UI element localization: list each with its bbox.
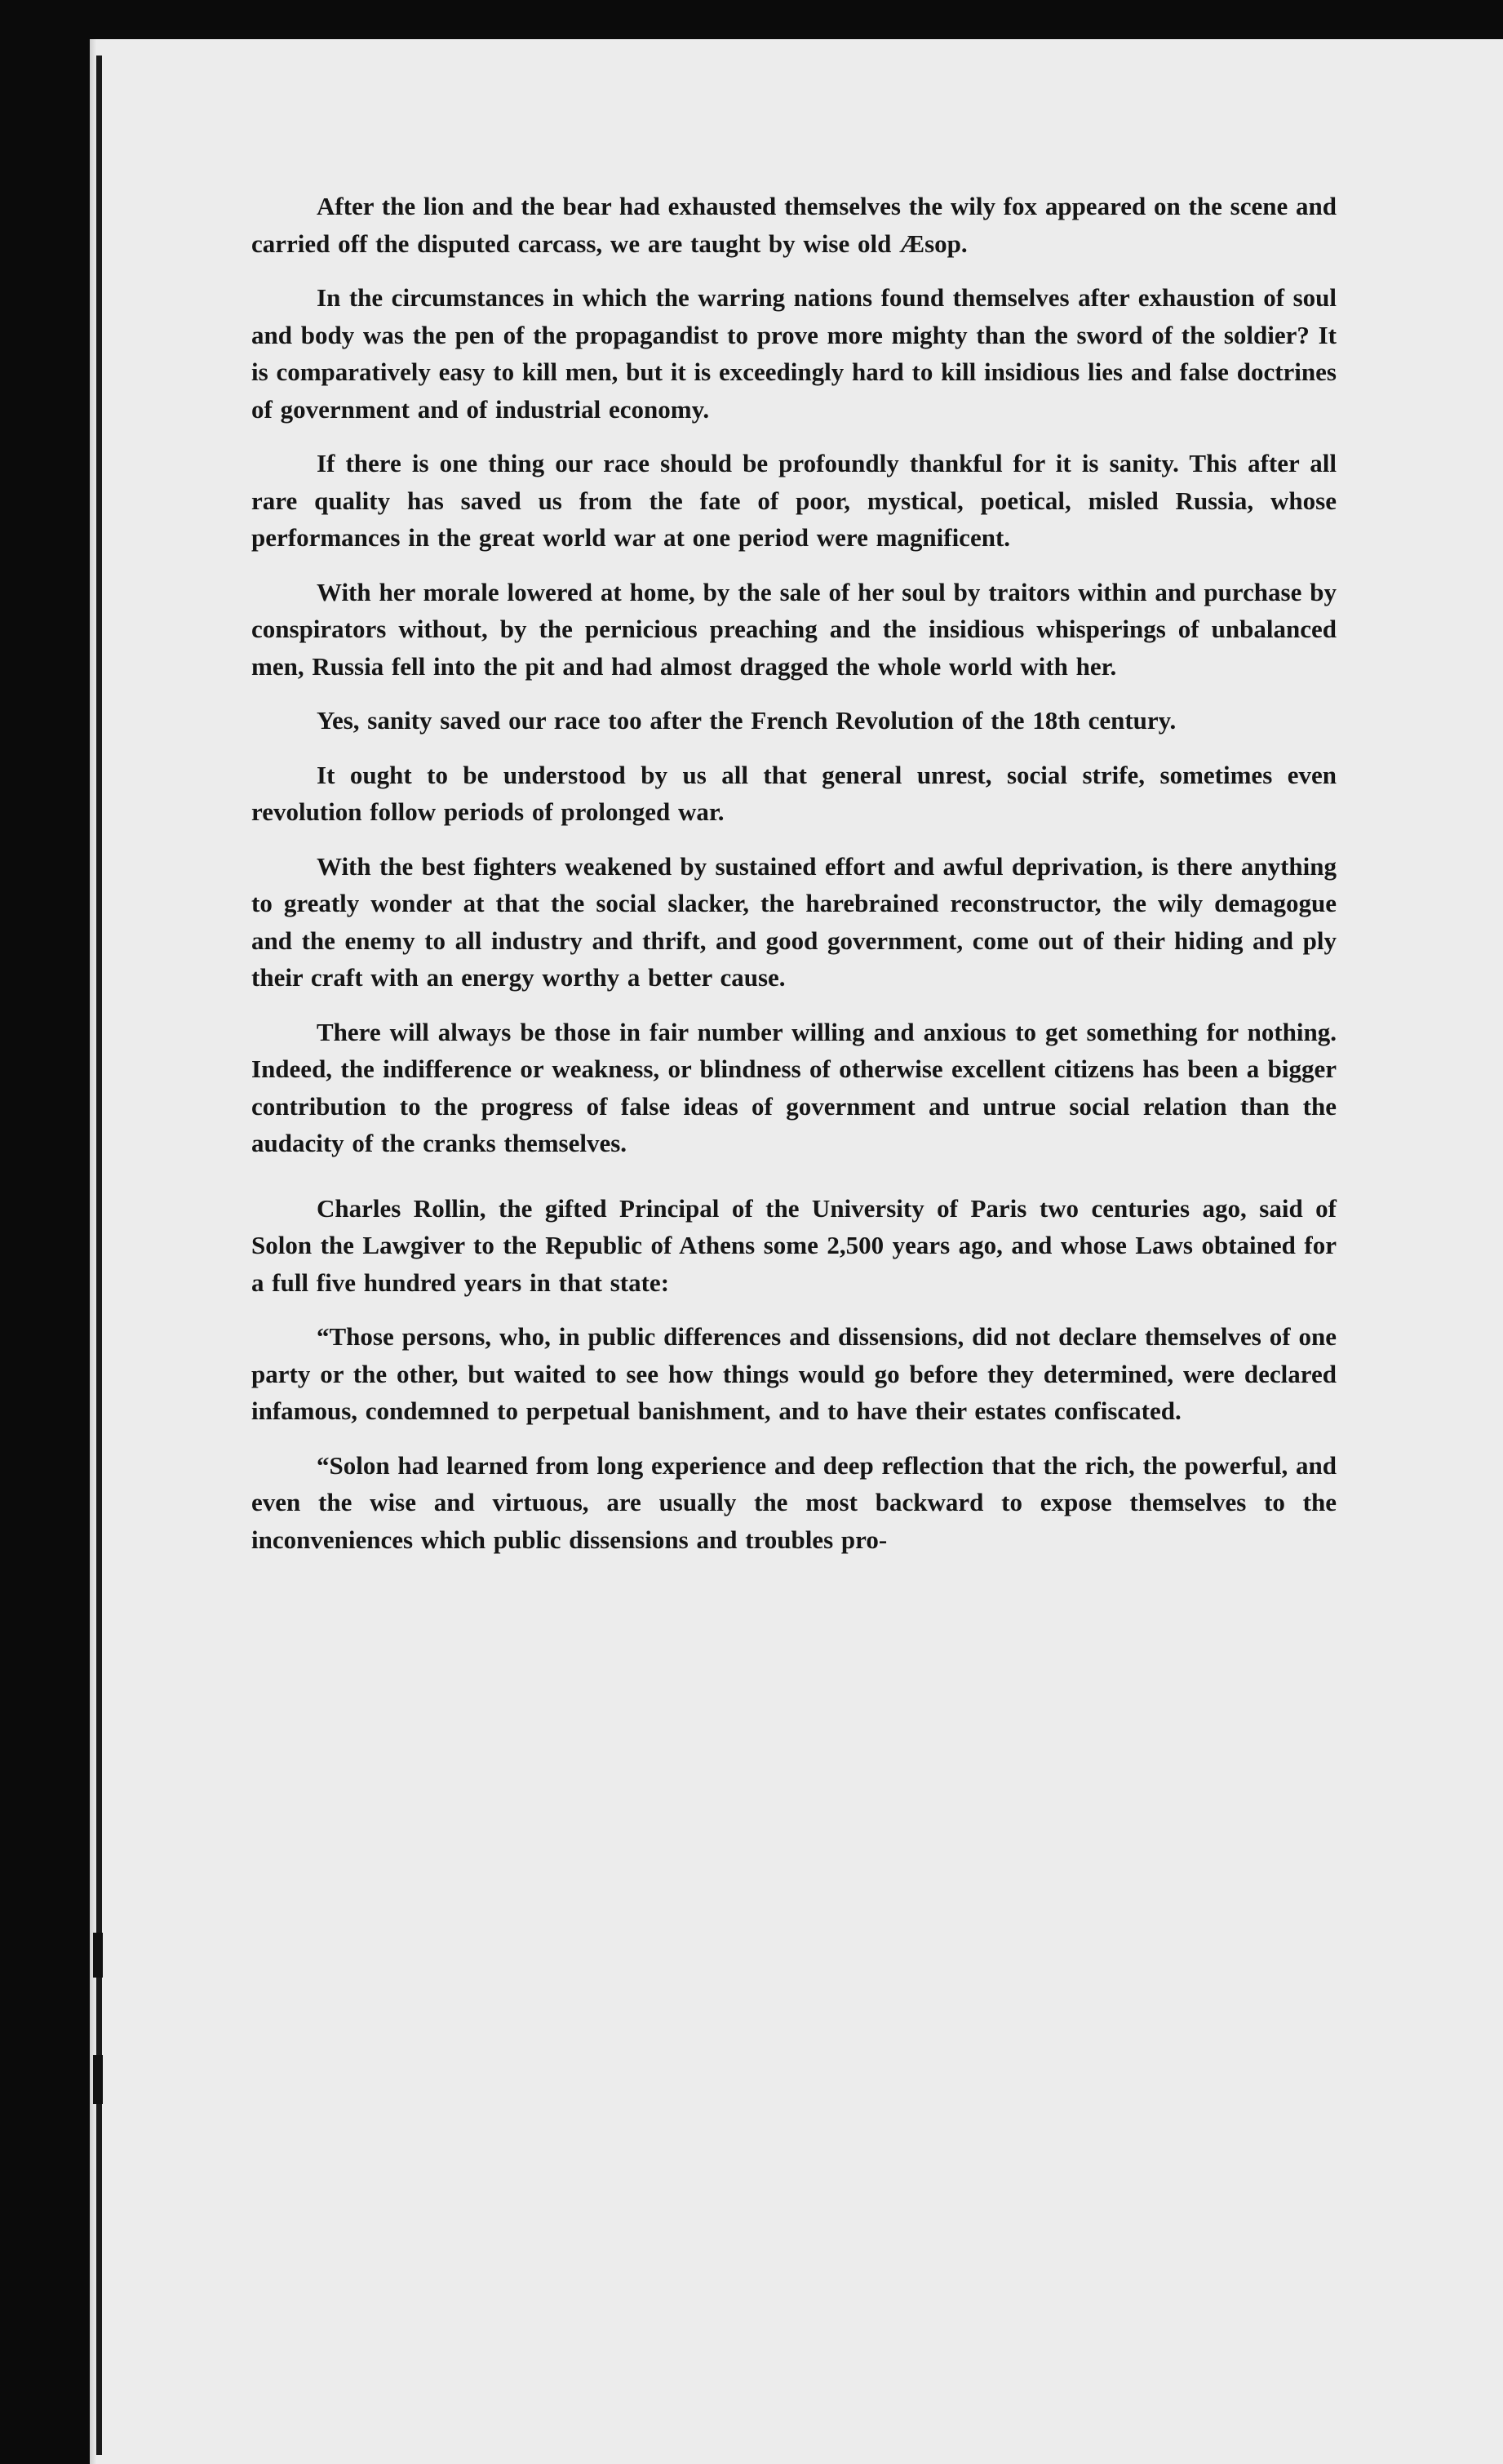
document-page: [90, 39, 1503, 2464]
paragraph: If there is one thing our race should be profoundly thankful for it is sanity. This after all rare quality has saved us from the fate of poor, mystical, poetical, misled Russia, whose performances in the great world war at one period were magnificent.: [251, 449, 1337, 552]
margin-mark: [93, 2055, 103, 2104]
paragraph: Charles Rollin, the gifted Principal of the University of Paris two centuries ago, said of Solon the Lawgiver to the Republic of Athens some 2,500 years ago, and whose Laws obtained for a full five hundred years in that state:: [251, 1193, 1337, 1297]
paragraph: In the circumstances in which the warring nations found themselves after exhaustion of soul and body was the pen of the propagandist to prove more mighty than the sword of the soldier? It is comparatively easy to kill men, but it is exceedingly hard to kill insidious lies and false doctrines of government and of industrial economy.: [251, 283, 1337, 424]
quoted-paragraph: “Solon had learned from long experience and deep reflection that the rich, the powerful, and even the wise and virtuous, are usually the most backward to expose themselves to the inconveniences which public dissensions and troubles pro-: [251, 1450, 1337, 1554]
paragraph: With the best fighters weakened by sustained effort and awful deprivation, is there anything to greatly wonder at that the social slacker, the harebrained reconstructor, the wily demagogue and the enemy to all industry and thrift, and good government, come out of their hiding and ply their craft with an energy worthy a better cause.: [251, 851, 1337, 992]
body-text: [251, 188, 1337, 1575]
paragraph: After the lion and the bear had exhausted themselves the wily fox appeared on the scene and carried off the disputed carcass, we are taught by wise old Æsop.: [251, 192, 1337, 258]
paragraph: There will always be those in fair number willing and anxious to get something for nothing. Indeed, the indifference or weakness, or blindness of otherwise excellent citizens has been a bigger contribution to the progress of false ideas of government and untrue social relation than the audacity of the cranks themselves.: [251, 1017, 1337, 1157]
margin-mark: [93, 1933, 103, 1978]
quoted-paragraph: “Those persons, who, in public differences and dissensions, did not declare themselves of one party or the other, but waited to see how things would go before they determined, were declared infamous, condemned to perpetual banishment, and to have their estates confiscated.: [251, 1322, 1337, 1425]
paragraph: Yes, sanity saved our race too after the French Revolution of the 18th century.: [317, 706, 1177, 735]
paragraph: It ought to be understood by us all that general unrest, social strife, sometimes even revolution follow periods of prolonged war.: [251, 760, 1337, 826]
paragraph: With her morale lowered at home, by the sale of her soul by traitors within and purchase by conspirators without, by the pernicious preaching and the insidious whisperings of unbalanced men, Russia fell into the pit and had almost dragged the whole world with her.: [251, 577, 1337, 681]
